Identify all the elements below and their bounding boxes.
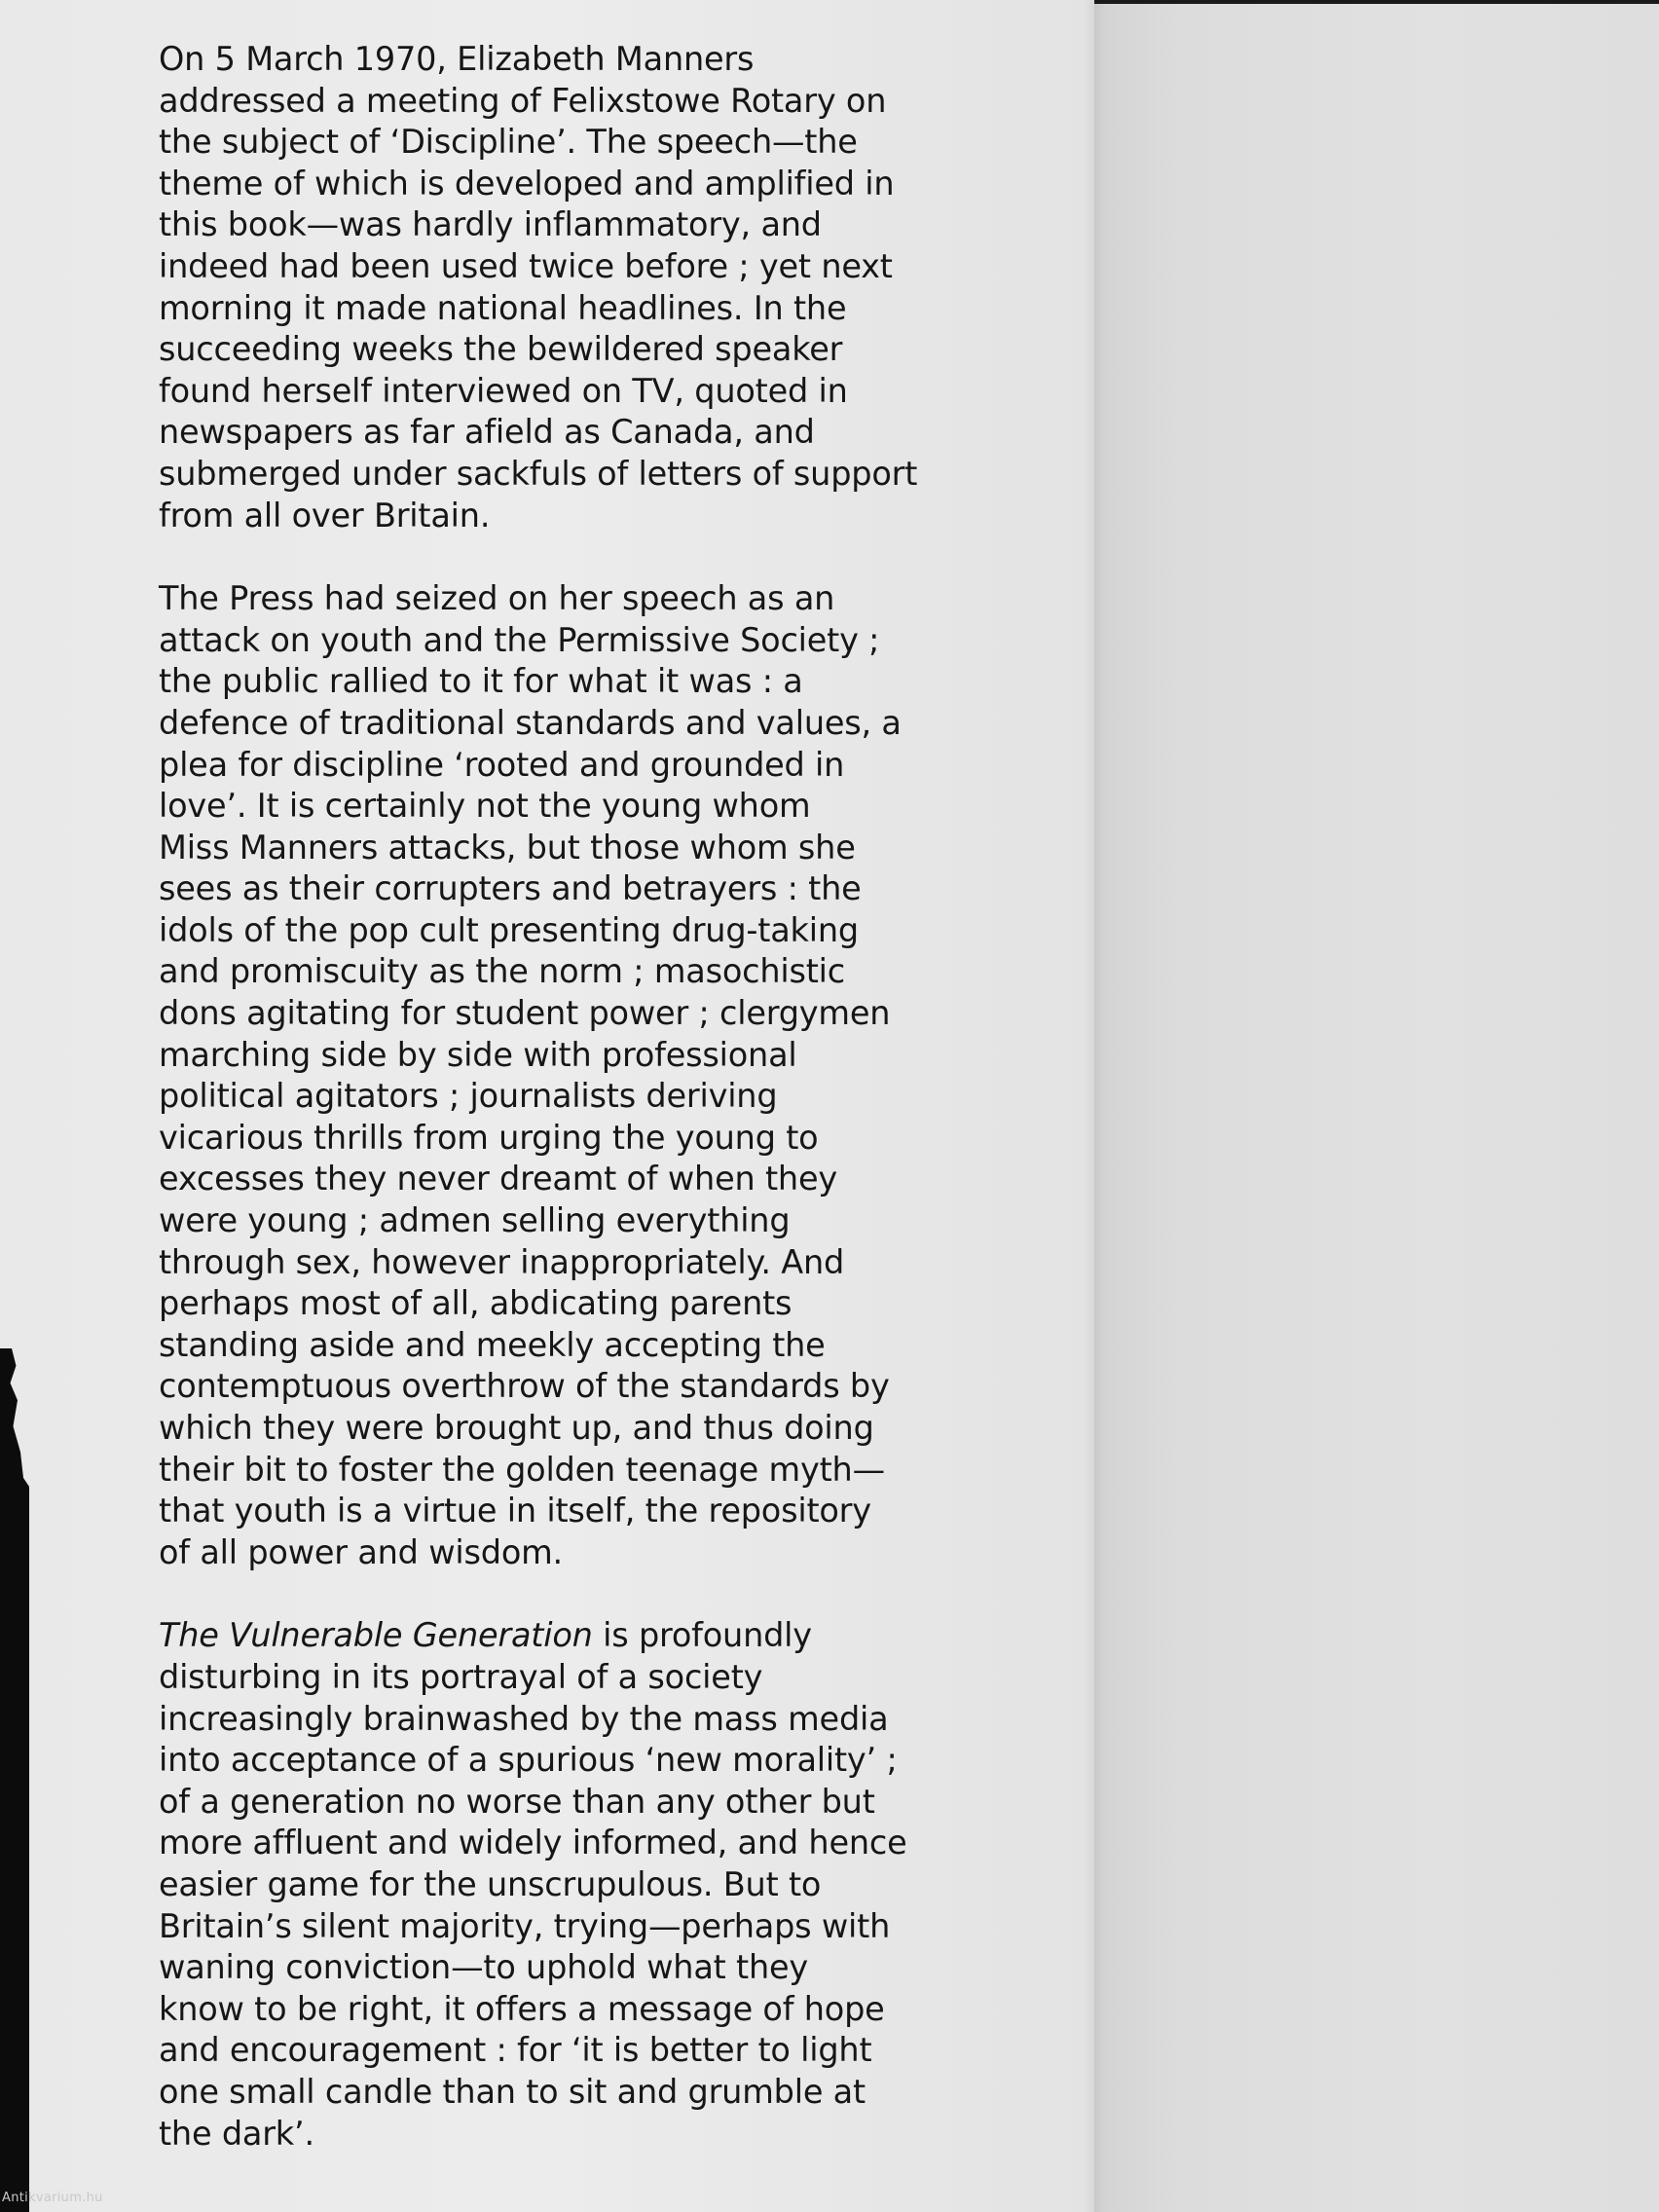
watermark: Antikvarium.hu — [2, 2191, 103, 2205]
blurb-text — [159, 39, 957, 2155]
right-page — [1094, 0, 1659, 2212]
book-title: The Vulnerable Generation — [159, 1616, 593, 1655]
paragraph-2: The Press had seized on her speech as an attack on youth and the Permissive Society ; the public rallied to it for what it was : a defence of traditional standards and values, a plea for discipline ‘rooted and grounded in love’. It is certainly not the young whom Miss Manners attacks, but those whom she sees as their corrupters and betrayers : the idols of the pop cult presenting drug-taking and promiscuity as the norm ; masochistic dons agitating for student power ; clergymen marching side by side with professional political agitators ; journalists deriving vicarious thrills from urging the young to excesses they never dreamt of when they were young ; admen selling everything through sex, however inappropriately. And perhaps most of all, abdicating parents standing aside and meekly accepting the contemptuous overthrow of the standards by which they were brought up, and thus doing their bit to foster the golden teenage myth— that youth is a virtue in itself, the repository of all power and wisdom. — [159, 579, 902, 1571]
paragraph-3-body: is profoundly disturbing in its portrayal of a society increasingly brainwashed by the mass media into acceptance of a spurious ‘new morality’ ; of a generation no worse than any other but more affluent and widely informed, and hence easier game for the unscrupulous. But to Britain’s silent majority, trying—perhaps with waning conviction—to uphold what they know to be right, it offers a message of hope and encouragement : for ‘it is better to light one small candle than to sit and grumble at the dark’. — [159, 1616, 907, 2153]
paragraph-1: On 5 March 1970, Elizabeth Manners addressed a meeting of Felixstowe Rotary on the subject of ‘Discipline’. The speech—the theme of which is developed and amplified in this book—was hardly inflammatory, and indeed had been used twice before ; yet next morning it made national headlines. In the succeeding weeks the bewildered speaker found herself interviewed on TV, quoted in newspapers as far afield as Canada, and submerged under sackfuls of letters of support from all over Britain. — [159, 40, 918, 535]
page-fold-shadow — [1083, 0, 1106, 2212]
top-dark-strip — [1094, 0, 1659, 4]
paragraph-3 — [159, 1615, 957, 2155]
